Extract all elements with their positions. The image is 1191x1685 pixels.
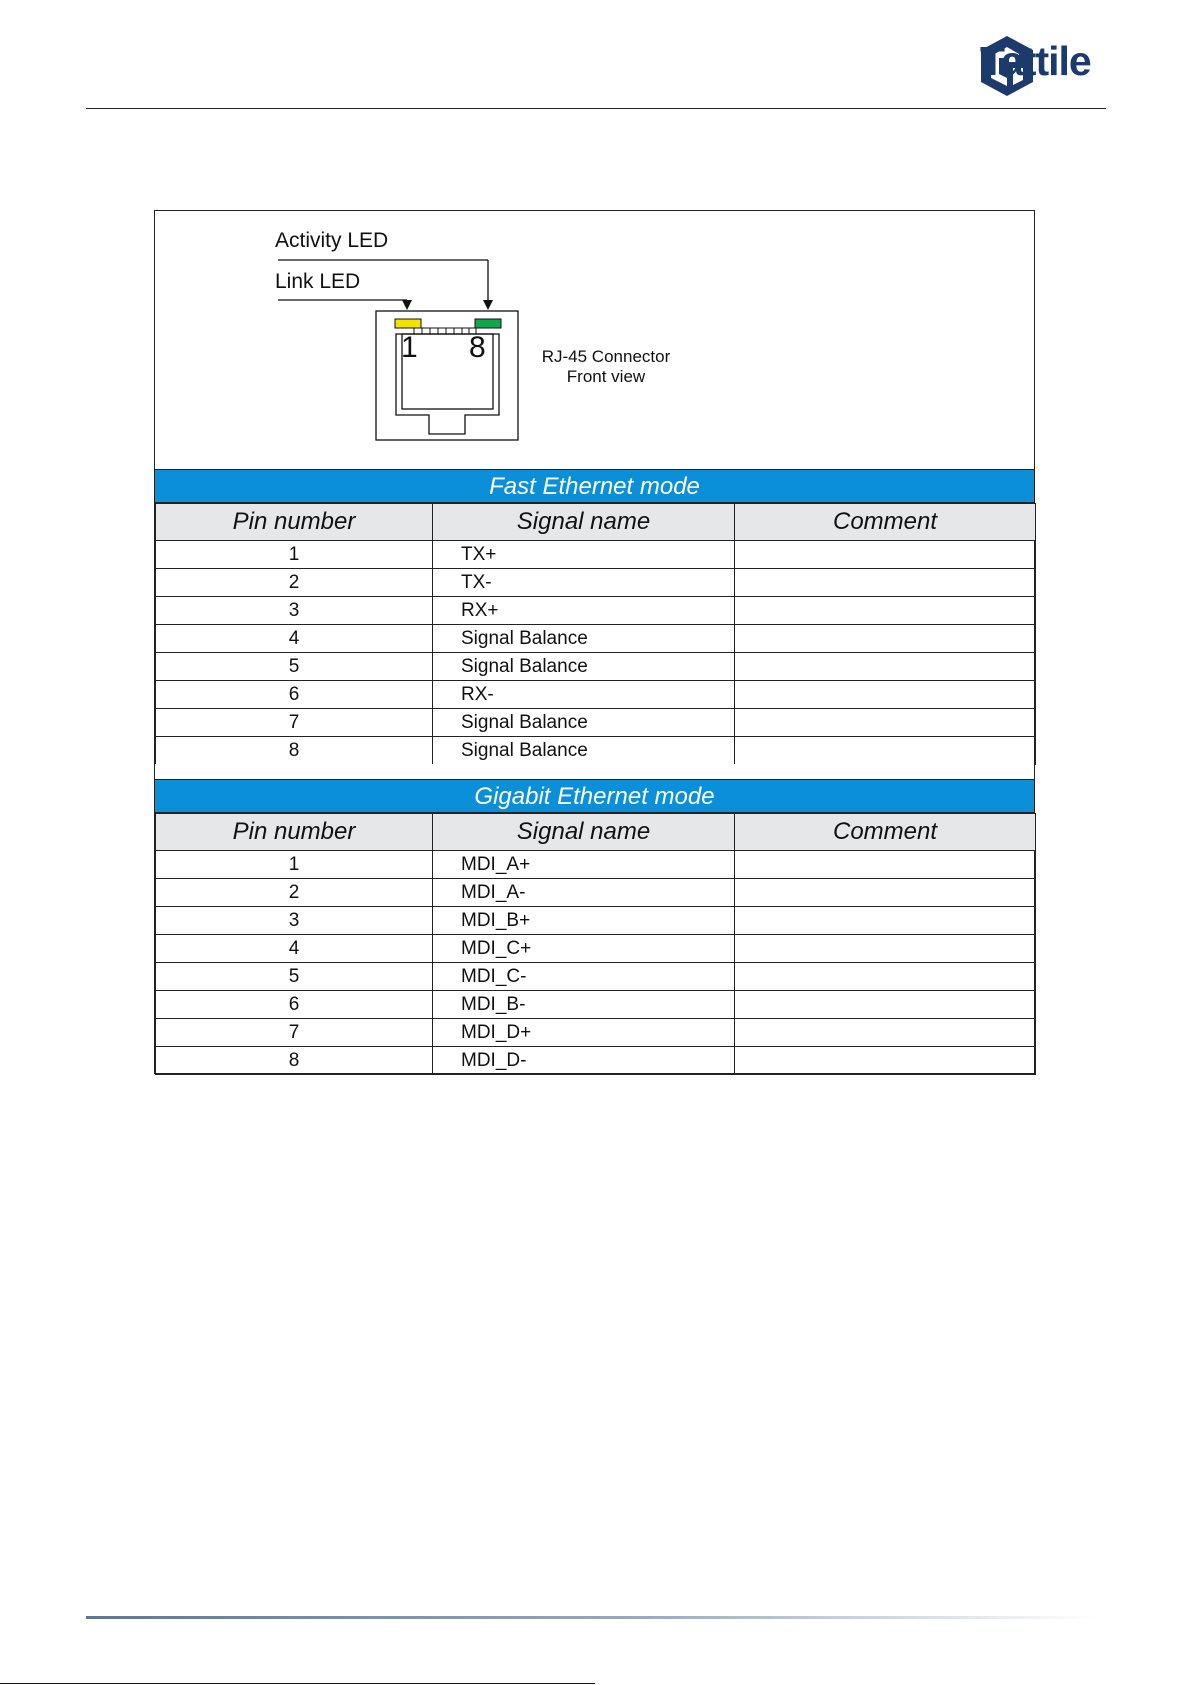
table-row — [156, 653, 1036, 681]
page-bottom-rule — [0, 1683, 595, 1684]
signal-name-cell: MDI_A- — [433, 879, 735, 907]
comment-cell — [735, 1047, 1036, 1075]
signal-name-cell: Signal Balance — [433, 737, 735, 765]
table-row — [156, 1019, 1036, 1047]
table-row — [156, 569, 1036, 597]
signal-name-cell: TX- — [433, 569, 735, 597]
pin-number-cell: 2 — [156, 569, 433, 597]
brand-name: Tattile — [980, 38, 1091, 84]
pin-number-cell: 1 — [156, 541, 433, 569]
comment-cell — [735, 709, 1036, 737]
activity-led-label: Activity LED — [275, 229, 389, 252]
pin-number-cell: 7 — [156, 1019, 433, 1047]
table-row — [156, 597, 1036, 625]
signal-name-cell: RX- — [433, 681, 735, 709]
rj45-diagram — [155, 211, 1034, 469]
signal-name-cell: Signal Balance — [433, 625, 735, 653]
comment-cell — [735, 541, 1036, 569]
pin-first-label: 1 — [401, 331, 418, 364]
pin-number-cell: 7 — [156, 709, 433, 737]
table-row — [156, 963, 1036, 991]
fast-ethernet-table — [155, 503, 1036, 765]
signal-name-cell: MDI_C- — [433, 963, 735, 991]
pin-number-cell: 5 — [156, 653, 433, 681]
pin-number-cell: 3 — [156, 597, 433, 625]
comment-cell — [735, 851, 1036, 879]
col-comment: Comment — [735, 504, 1036, 541]
signal-name-cell: MDI_B- — [433, 991, 735, 1019]
header-divider — [86, 108, 1106, 109]
signal-name-cell: TX+ — [433, 541, 735, 569]
pin-number-cell: 4 — [156, 935, 433, 963]
comment-cell — [735, 653, 1036, 681]
table-row — [156, 625, 1036, 653]
pin-number-cell: 5 — [156, 963, 433, 991]
table-row — [156, 851, 1036, 879]
connector-subtitle: Front view — [566, 367, 646, 386]
pin-number-cell: 2 — [156, 879, 433, 907]
comment-cell — [735, 681, 1036, 709]
comment-cell — [735, 963, 1036, 991]
signal-name-cell: MDI_C+ — [433, 935, 735, 963]
table-row — [156, 737, 1036, 765]
link-led-icon — [395, 319, 421, 328]
pinout-frame — [154, 210, 1035, 1074]
activity-led-icon — [475, 319, 501, 328]
comment-cell — [735, 991, 1036, 1019]
table-row — [156, 879, 1036, 907]
col-signal-name: Signal name — [433, 504, 735, 541]
signal-name-cell: MDI_B+ — [433, 907, 735, 935]
fast-ethernet-band: Fast Ethernet mode — [155, 469, 1034, 503]
signal-name-cell: MDI_D+ — [433, 1019, 735, 1047]
comment-cell — [735, 737, 1036, 765]
pin-number-cell: 8 — [156, 1047, 433, 1075]
comment-cell — [735, 935, 1036, 963]
comment-cell — [735, 597, 1036, 625]
table-row — [156, 991, 1036, 1019]
table-row — [156, 935, 1036, 963]
comment-cell — [735, 625, 1036, 653]
footer-divider — [86, 1616, 1096, 1619]
signal-name-cell: MDI_A+ — [433, 851, 735, 879]
col-signal-name: Signal name — [433, 814, 735, 851]
signal-name-cell: Signal Balance — [433, 653, 735, 681]
pin-number-cell: 3 — [156, 907, 433, 935]
link-led-label: Link LED — [275, 270, 361, 293]
table-header-row — [156, 814, 1036, 851]
table-row — [156, 1047, 1036, 1075]
table-row — [156, 541, 1036, 569]
connector-title: RJ-45 Connector — [541, 347, 671, 366]
pin-number-cell: 1 — [156, 851, 433, 879]
table-header-row — [156, 504, 1036, 541]
table-row — [156, 709, 1036, 737]
comment-cell — [735, 1019, 1036, 1047]
comment-cell — [735, 569, 1036, 597]
section-gap — [155, 764, 1034, 779]
comment-cell — [735, 879, 1036, 907]
pin-last-label: 8 — [469, 331, 486, 364]
pin-number-cell: 4 — [156, 625, 433, 653]
gigabit-ethernet-table — [155, 813, 1036, 1075]
table-row — [156, 907, 1036, 935]
pin-number-cell: 6 — [156, 681, 433, 709]
col-pin-number: Pin number — [156, 814, 433, 851]
signal-name-cell: RX+ — [433, 597, 735, 625]
pin-number-cell: 6 — [156, 991, 433, 1019]
gigabit-ethernet-band: Gigabit Ethernet mode — [155, 779, 1034, 813]
signal-name-cell: Signal Balance — [433, 709, 735, 737]
col-pin-number: Pin number — [156, 504, 433, 541]
table-row — [156, 681, 1036, 709]
col-comment: Comment — [735, 814, 1036, 851]
pin-number-cell: 8 — [156, 737, 433, 765]
signal-name-cell: MDI_D- — [433, 1047, 735, 1075]
comment-cell — [735, 907, 1036, 935]
